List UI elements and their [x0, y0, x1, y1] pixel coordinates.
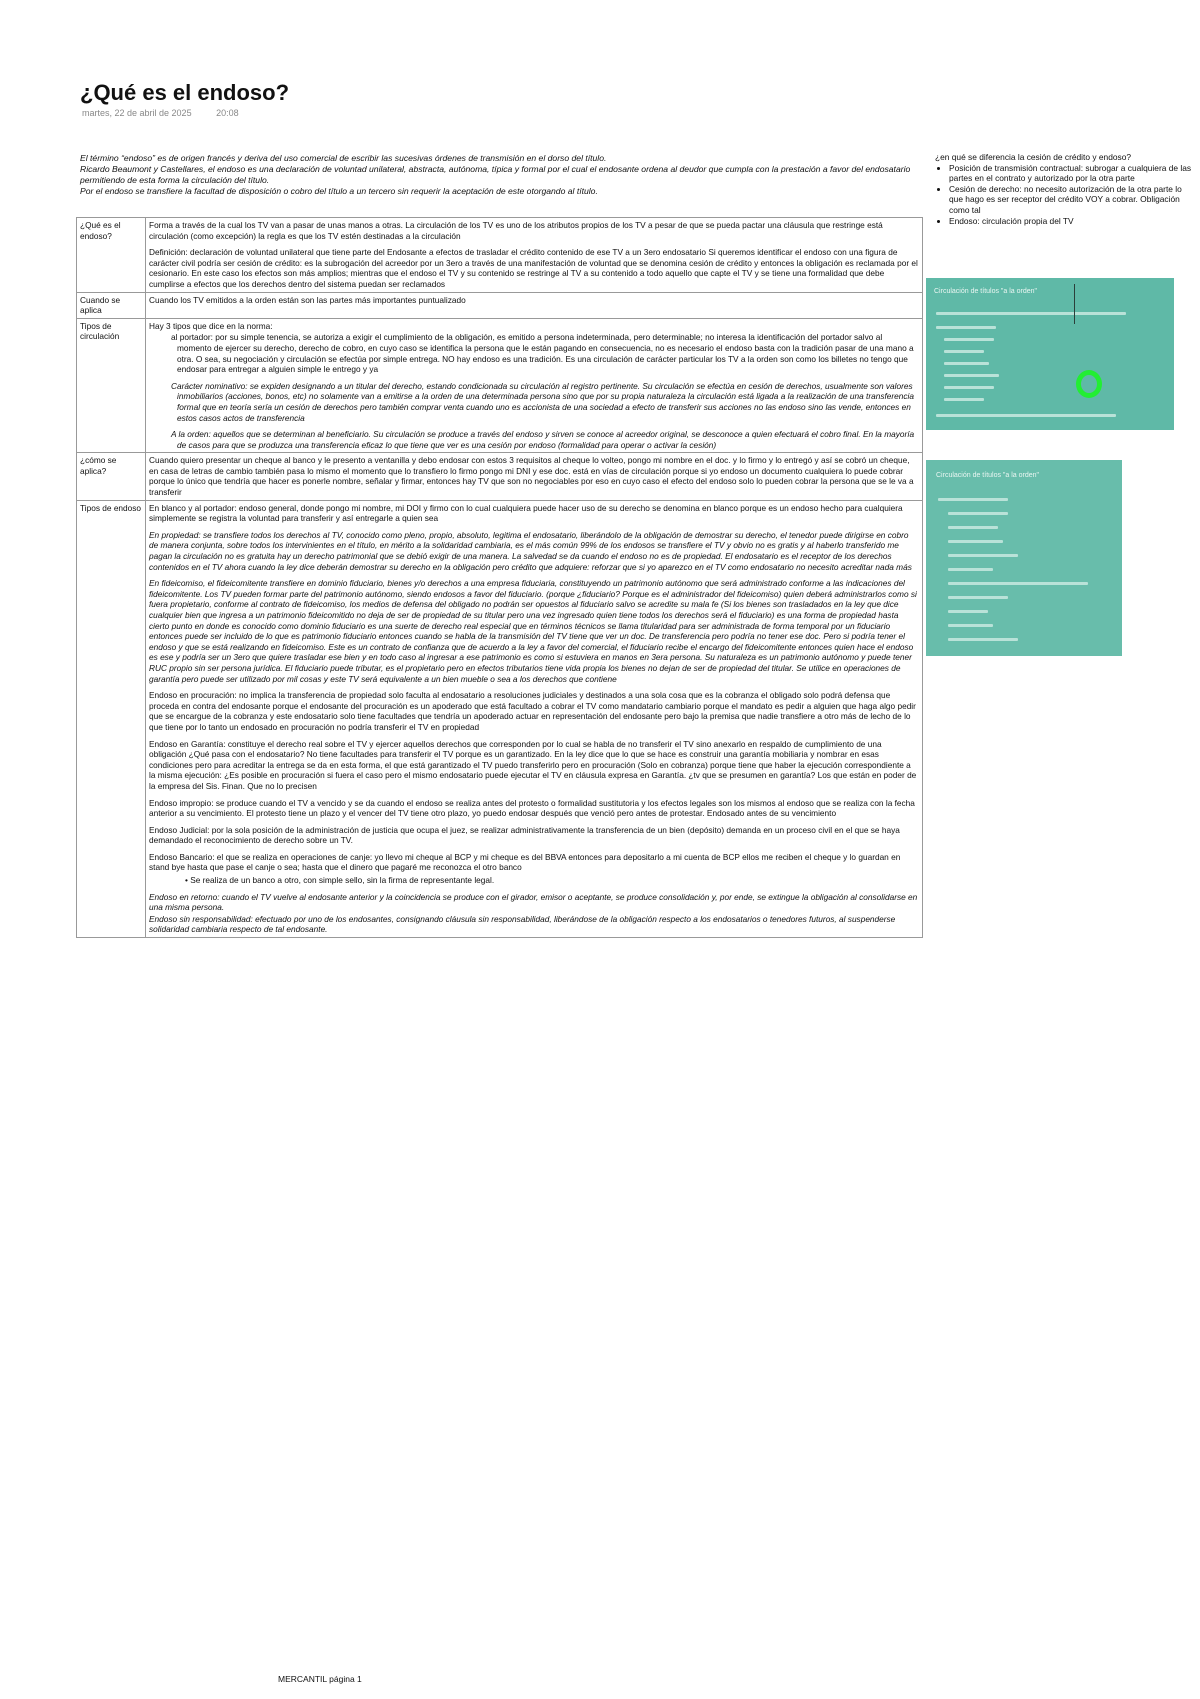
side-bullet: • Posición de transmisión contractual: subrogar a cualquiera de las partes en el contrato y autorizado por la otra parte — [949, 163, 1197, 184]
slide-line — [944, 350, 984, 353]
list-item: En fideicomiso, el fideicomitente transfiere en dominio fiduciario, bienes y/o derechos a una empresa fiduciaria, constituyendo un patrimonio autónomo que será administrado conforme a las indicaciones del fideicomitente. Los TV pueden formar parte del patrimonio autónomo, siendo endosos a favor del fiduciario. (porque ¿fiduciario? Porque es el administrador del fideicomiso) quien deberá administrarlos como si fuera propietario, conforme al contrato de fideicomiso, los medios de defensa del obligado no podrán ser opuestos al fiduciario salvo se acredite su mala fe (Si los bienes son trasladados en la ley que dice cualquier bien que ingresa a un patrimonio fideicomitido no deja de ser de propiedad de su titular pero una vez ingresado quien tiene todos los derechos será el fiduciario) es una forma de propiedad hasta cierto punto en donde es conocido como dominio fiduciario es una suerte de derecho real especial que en términos técnicos se llama titularidad para ser administrada de forma temporal por un fiduciario entonces puede ser incluido de lo que es patrimonio fiduciario entonces cuando se habla de la transmisión del TV tiene que ver un doc. De transferencia pero podría no tener ese doc. Pero si podría tener el endoso y que se está realizando en fideicomiso. Este es un contrato de confianza que de acuerdo a la ley a favor del comercial, el fiduciario recibe el encargo del fideicomitente entonces quien hace el endoso es ese y podría ser un 3ero que quiere trasladar ese bien y en todo caso al ingresar a ese patrimonio es como si estuviera en manos en 3era persona. Su naturaleza es un patrimonio autónomo y puede tener RUC propio sin ser persona jurídica. El fiduciario puede tributar, es el propietario pero en efectos tributarios tiene vida propia los bienes no dejan de ser de propiedad del titular. Se utilice en operaciones de garantía pero puede ser utilizado por mil cosas y este TV será equivalente a un bien mueble o sea a los derechos que contiene — [149, 578, 917, 684]
slide-line — [948, 526, 998, 529]
list-item: A la orden: aquellos que se determinan al beneficiario. Su circulación se produce a través del endoso y sirven se conoce al acreedor original, se desconoce a quien efectuará el cobro final. En la mayoría de casos para que se produzca una transferencia eficaz lo que tiene que ver es una cesión por endoso (formalidad para operar o activar la cesión) — [171, 429, 915, 450]
slide-line — [948, 540, 1003, 543]
paragraph: Cuando quiero presentar un cheque al banco y le presento a ventanilla y debo endosar con estos 3 requisitos al cheque lo volteo, pongo mi nombre en el doc. y lo firmo y lo entregó y así se cobró un cheque, en casa de letras de cambio también pasa lo mismo el momento que lo transfiero lo firmo pongo mi DNI y ese doc. está en vías de circulación porque si yo endoso un documento cualquiera lo puede cobrar porque lo único que tendría que hacer es ponerle nombre, señalar y firmar, entonces hay TV que son no negociables por eso en cuyo caso el efecto del endoso solo lo pueden cobrar la persona que se le va a transferir — [149, 455, 914, 498]
slide-line — [948, 610, 988, 613]
note-date — [82, 108, 261, 118]
list-item: Endoso Bancario: el que se realiza en operaciones de canje: yo llevo mi cheque al BCP y mi cheque es del BBVA entonces para depositarlo a mi cuenta de BCP ellos me reciben el cheque y lo guardan en stand bye hasta que pase el canje o sea; hasta que el dinero que pagaré me reconozca el otro banco — [149, 851, 901, 873]
slide-line — [944, 398, 984, 401]
slide-line — [948, 582, 1088, 585]
list-item: Endoso Judicial: por la sola posición de la administración de justicia que ocupa el juez, se realizar administrativamente la transferencia de un bien (depósito) demanda en un proceso civil en el que se haya demandado el reconocimiento de derecho sobre un TV. — [149, 824, 900, 846]
row-content — [146, 453, 923, 500]
list-item: Endoso en retorno: cuando el TV vuelve al endosante anterior y la coincidencia se produce con el girador, emisor o aceptante, se produce consolidación y, por ende, se extingue la obligación al consolidarse en una misma persona. — [149, 891, 918, 913]
date-text: martes, 22 de abril de 2025 — [82, 108, 192, 118]
row-content — [146, 292, 923, 318]
row-content — [146, 318, 923, 453]
list-item: En propiedad: se transfiere todos los derechos al TV, conocido como pleno, propio, absoluto, legitima el endosatario, liberándolo de la obligación de demostrar su derecho, el tenedor puede dirigirse en cobro de manera conjunta, sobre todos los intervinientes en el título, en mérito a la solidaridad cambiaria, es el más común 99% de los endosos se transfiere el TV y obvio no es gratis y al haberlo transferido me pagan la circulación no es gratuita hay un derecho patrimonial que se debió exigir de una manera. La salvedad se da cuando el endoso no es de propiedad. El endosatario es el receptor de los derechos contenidos en el TV ahora cuando la ley dice deberán demostrar su derecho en la obligación pero crédito que adquiere: reforzar que si yo aparezco en el TV como endosatario no necesito acreditar nada más — [149, 529, 912, 572]
slide-line — [948, 596, 1008, 599]
list-item: Carácter nominativo: se expiden designando a un titular del derecho, estando condicionada su circulación al registro pertinente. Su circulación se efectúa en cesión de derechos, usualmente son valores inmobiliarios (acciones, bonos, etc) no solamente van a emitirse a la orden de una determinada persona sino que por su propia naturaleza la circulación está ligada a la realización de una transferencia formal que en teoría sería un cesión de derechos pero también comprar venta cuando uno es accionista de una sociedad a efecto de transferir sus acciones no las endoso sino las vende, entonces en estos casos actos de transferencia — [171, 380, 915, 423]
paragraph: Forma a través de la cual los TV van a pasar de unas manos a otras. La circulación de los TV es uno de los atributos propios de los TV a pesar de que se pueda pactar una cláusula que restringe está circulación (como excepción) la regla es que los TV estén destinadas a la circulación — [149, 220, 883, 241]
page-title: ¿Qué es el endoso? — [80, 80, 290, 105]
slide-line — [944, 386, 994, 389]
row-content — [146, 218, 923, 293]
slide-line — [936, 414, 1116, 417]
slide-title: Circulación de títulos "a la orden" — [936, 472, 1040, 479]
paragraph: Cuando los TV emitidos a la orden están son las partes más importantes puntualizado — [149, 294, 466, 305]
list-item: En blanco y al portador: endoso general, donde pongo mi nombre, mi DOI y firmo con lo cual cualquiera puede hacer uso de su derecho se denomina en blanco porque es un endoso hecho para cualquiera simplemente se registra la voluntad para transferir y así entregarle a quien sea — [149, 502, 903, 524]
row-content — [146, 500, 923, 937]
slide-line — [948, 512, 1008, 515]
table-row — [77, 318, 923, 453]
page-footer: MERCANTIL página 1 — [278, 1674, 362, 1684]
slide-line — [948, 624, 993, 627]
slide-line — [944, 362, 989, 365]
slide-line — [948, 638, 1018, 641]
row-label: Cuando se aplica — [77, 292, 146, 318]
slide-line — [944, 374, 999, 377]
slide-line — [936, 312, 1126, 315]
slide-title: Circulación de títulos "a la orden" — [934, 288, 1038, 295]
intro-line: Por el endoso se transfiere la facultad de disposición o cobro del título a un tercero sin requerir la aceptación de este otorgando al título. — [80, 186, 598, 196]
table-row — [77, 453, 923, 500]
intro-text — [80, 153, 915, 197]
intro-line: Ricardo Beaumont y Castellares, el endoso es una declaración de voluntad unilateral, abstracta, autónoma, típica y formal por el cual el endosante ordena al deudor que cumpla con la prestación a favor del endosatario permitiendo de esta forma la circulación del título. — [80, 164, 911, 185]
slide-line — [948, 554, 1018, 557]
table-row — [77, 500, 923, 937]
side-note — [935, 152, 1197, 226]
side-bullet: • Cesión de derecho: no necesito autorización de la otra parte lo que hago es ser receptor del crédito VOY a cobrar. Obligación como tal — [949, 184, 1197, 216]
table-row — [77, 218, 923, 293]
bancario-note: Se realiza de un banco a otro, con simple sello, sin la firma de representante legal. — [190, 875, 495, 886]
slide-line — [938, 498, 1008, 501]
table-row — [77, 292, 923, 318]
list-item: Endoso en Garantía: constituye el derecho real sobre el TV y ejercer aquellos derechos que corresponden por lo cual se habla de no transferir el TV sino anexarlo en respaldo de cumplimiento de una obligación ¿Qué pasa con el endosatario? No tiene facultades para transferir el TV porque es un garantizado. En la ley dice que lo que se hace es construir una garantía mobiliaria y nombrar en esas condiciones pero para acreditar la entrega se da en esta forma, el que está garantizado el TV puedo transferirlo pero en procuración (Solo en cobranza) porque tiene que haber la ejecución correspondiente a la misma ejecución: ¿Es posible en procuración si fuera el caso pero el mismo endosatario puede ejecutar el TV en cláusula expresa en Garantía. ¿tv que se presumen en garantía? Los que están en poder de la empresa del Sis. Finan. Que no lo precisen — [149, 738, 917, 791]
row-label: Tipos de endoso — [77, 500, 146, 937]
row-label: Tipos de circulación — [77, 318, 146, 453]
slide-photo-1 — [926, 278, 1174, 430]
paragraph: Hay 3 tipos que dice en la norma: — [149, 320, 273, 331]
side-question: ¿en qué se diferencia la cesión de crédito y endoso? — [935, 152, 1132, 162]
paragraph: Definición: declaración de voluntad unilateral que tiene parte del Endosante a efectos de trasladar el crédito contenido de ese TV a un 3ero endosatario Si queremos identificar el endoso con una figura de carácter civil podría ser cesión de crédito: es la subrogación del acreedor por un 3ero a través de una manifestación de voluntad que se denomina cesión de crédito y entonces la obligación es reclamada por el cesionario. En este caso los efectos son más amplios; mientras que el endoso el TV y su contenido se restringe al TV a su contenido a todo aquello que capte el TV y se tiene una formalidad que debe cumplirse a efectos que los derechos dentro del sistema puedan ser reclamados — [149, 247, 918, 289]
row-label: ¿cómo se aplica? — [77, 453, 146, 500]
list-item: Endoso sin responsabilidad: efectuado por uno de los endosantes, consignando cláusula sin responsabilidad, liberándose de la obligación respecto a los endosatarios o tenedores futuros, al suspenderse solidaridad cambiaria respecto de tal endosante. — [149, 913, 896, 935]
slide-line — [944, 338, 994, 341]
slide-photo-2 — [926, 460, 1122, 656]
bullet-icon: • — [185, 875, 191, 886]
intro-line: El término “endoso” es de origen francés y deriva del uso comercial de escribir las sucesivas órdenes de transmisión en el dorso del título. — [80, 153, 607, 163]
endoso-table — [76, 217, 923, 938]
list-item: Endoso en procuración: no implica la transferencia de propiedad solo faculta al endosatario a resoluciones judiciales y destinados a una sola cosa que es la cobranza el obligado solo podrá defensa que proceda en contra del endosante porque el endosante del procuración es un apoderado que está facultado a cobrar el TV como mandatario cambiario porque el mandato es pedir a alguien que haga algo pedir que se encargue de la cobranza y este endosatario solo tiene facultades que tendría un apoderado actuar en representación del endosante pero bajo la premisa que nadie transfiere a otro más de lecho de lo que tiene por lo tanto un endosado en procuración no podría transferir el TV en propiedad — [149, 690, 916, 732]
thread-mark — [1074, 284, 1075, 324]
list-item: al portador: por su simple tenencia, se autoriza a exigir el cumplimiento de la obligación, es emitido a persona indeterminada, pero determinable; no interesa la identificación del portador salvo al momento de ejercer su derecho, derecho de cobro, en cuyo caso se identifica la persona que le están pagando en consecuencia, no es necesario el endoso basta con la tradición pasar de una mano a otra. O sea, su negociación y circulación se efectúa por simple entrega. NO hay endoso es una tradición. Es una circulación de carácter particular los TV a la orden son como los billetes no tengo que endosar para entregar a alguien simple le entrego y ya — [171, 332, 914, 375]
side-list — [935, 163, 1197, 227]
side-bullet: • Endoso: circulación propia del TV — [949, 216, 1197, 227]
row-label: ¿Qué es el endoso? — [77, 218, 146, 293]
slide-line — [936, 326, 996, 329]
time-text: 20:08 — [216, 108, 239, 118]
sub-item — [149, 875, 919, 886]
laser-pointer-icon — [1076, 370, 1102, 398]
slide-line — [948, 568, 993, 571]
list-item: Endoso impropio: se produce cuando el TV a vencido y se da cuando el endoso se realiza antes del protesto o formalidad sustitutoria y los efectos legales son los mismos al endoso que se realiza con la fecha anterior a su vencimiento. El protesto tiene un plazo y el vencer del TV tiene otro plazo, yo puedo endosar después que venció pero antes de protestar. Endosado antes de su vencimiento — [149, 797, 915, 819]
